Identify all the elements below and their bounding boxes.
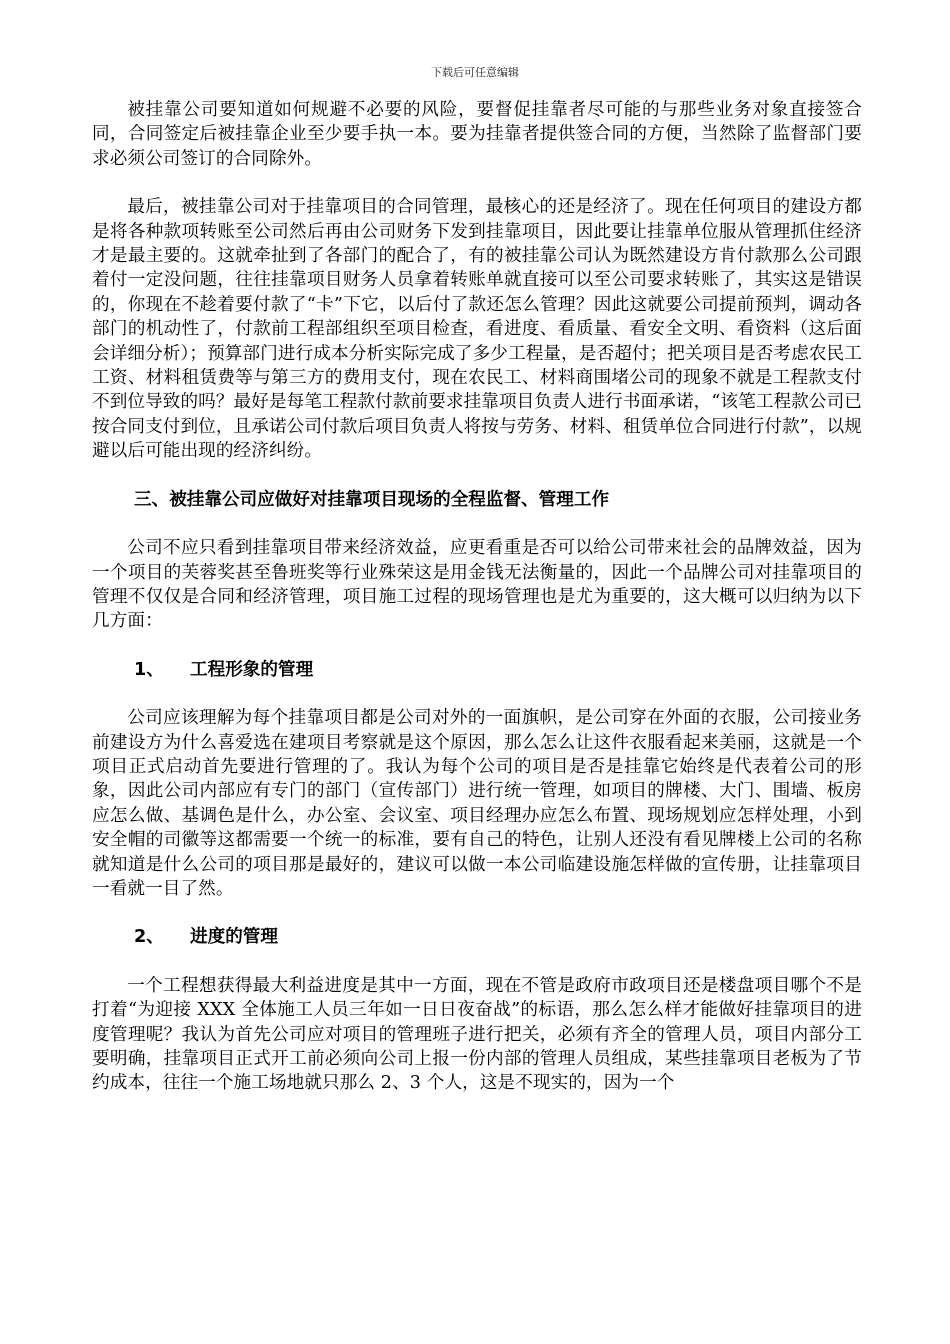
subheading-schedule-management — [92, 925, 862, 949]
paragraph-spacer — [92, 634, 862, 658]
paragraph-spacer — [92, 171, 862, 195]
paragraph-risk: 被挂靠公司要知道如何规避不必要的风险，要督促挂靠者尽可能的与那些业务对象直接签合同，合同签定后被挂靠企业至少要手执一本。要为挂靠者提供签合同的方便，当然除了监督部门要求必须公司签订的合同除外。 — [92, 100, 862, 169]
subheading-text: 工程形象的管理 — [190, 659, 314, 680]
paragraph-schedule: 一个工程想获得最大利益进度是其中一方面，现在不管是政府市政项目还是楼盘项目哪个不是打着“为迎接 XXX 全体施工人员三年如一日日夜奋战”的标语，那么怎么样才能做好挂靠项目的进度管理呢？我认为首先公司应对项目的管理班子进行把关，必须有齐全的管理人员，项目内部分工要明确，挂靠项目正式开工前必须向公司上报一份内部的管理人员组成，某些挂靠项目老板为了节约成本，往往一个施工场地就只那么 2、3 个人，这是不现实的，因为一个 — [92, 975, 862, 1094]
paragraph-image: 公司应该理解为每个挂靠项目都是公司对外的一面旗帜，是公司穿在外面的衣服，公司接业务前建设方为什么喜爱选在建项目考察就是这个原因，那么怎么让这件衣服看起来美丽，这就是一个项目正式启动首先要进行管理的了。我认为每个公司的项目是否是挂靠它始终是代表着公司的形象，因此公司内部应有专门的部门（宣传部门）进行统一管理，如项目的牌楼、大门、围墙、板房应怎么做、基调色是什么，办公室、会议室、项目经理办应怎么布置、现场规划应怎样处理，小到安全帽的司徽等这都需要一个统一的标准，要有自己的特色，让别人还没有看见牌楼上公司的名称就知道是什么公司的项目那是最好的，建议可以做一本公司临建设施怎样做的宣传册，让挂靠项目一看就一目了然。 — [92, 708, 862, 899]
paragraph-spacer — [92, 950, 862, 974]
paragraph-brand: 公司不应只看到挂靠项目带来经济效益，应更看重是否可以给公司带来社会的品牌效益，因为一个项目的芙蓉奖甚至鲁班奖等行业殊荣这是用金钱无法衡量的，因此一个品牌公司对挂靠项目的管理不仅仅是合同和经济管理，项目施工过程的现场管理也是尤为重要的，这大概可以归纳为以下几方面： — [92, 538, 862, 632]
subheading-text: 进度的管理 — [190, 927, 278, 948]
subheading-number: 2、 — [134, 927, 164, 948]
paragraph-spacer — [92, 901, 862, 925]
page-header-note: 下载后可任意编辑 — [431, 66, 519, 79]
paragraph-economy: 最后，被挂靠公司对于挂靠项目的合同管理，最核心的还是经济了。现在任何项目的建设方都是将各种款项转账至公司然后再由公司财务下发到挂靠项目，因此要让挂靠单位服从管理抓住经济才是最主要的。这就牵扯到了各部门的配合了，有的被挂靠公司认为既然建设方肯付款那么公司跟着付一定没问题，往往挂靠项目财务人员拿着转账单就直接可以至公司要求转账了，其实这是错误的，你现在不趁着要付款了“卡”下它，以后付了款还怎么管理？因此这就要公司提前预判，调动各部门的机动性了，付款前工程部组织至项目检查，看进度、看质量、看安全文明、看资料（这后面会详细分析）；预算部门进行成本分析实际完成了多少工程量，是否超付；把关项目是否考虑农民工工资、材料租赁费等与第三方的费用支付，现在农民工、材料商围堵公司的现象不就是工程款支付不到位导致的吗？最好是每笔工程款付款前要求挂靠项目负责人进行书面承诺，“该笔工程款公司已按合同支付到位，且承诺公司付款后项目负责人将按与劳务、材料、租赁单位合同进行付款”，以规避以后可能出现的经济纠纷。 — [92, 197, 862, 462]
paragraph-spacer — [92, 682, 862, 706]
subheading-image-management — [92, 658, 862, 682]
document-body — [92, 98, 862, 1096]
section-heading-3: 三、被挂靠公司应做好对挂靠项目现场的全程监督、管理工作 — [134, 489, 610, 510]
paragraph-spacer — [92, 512, 862, 536]
subheading-number: 1、 — [134, 659, 164, 680]
paragraph-spacer — [92, 464, 862, 488]
